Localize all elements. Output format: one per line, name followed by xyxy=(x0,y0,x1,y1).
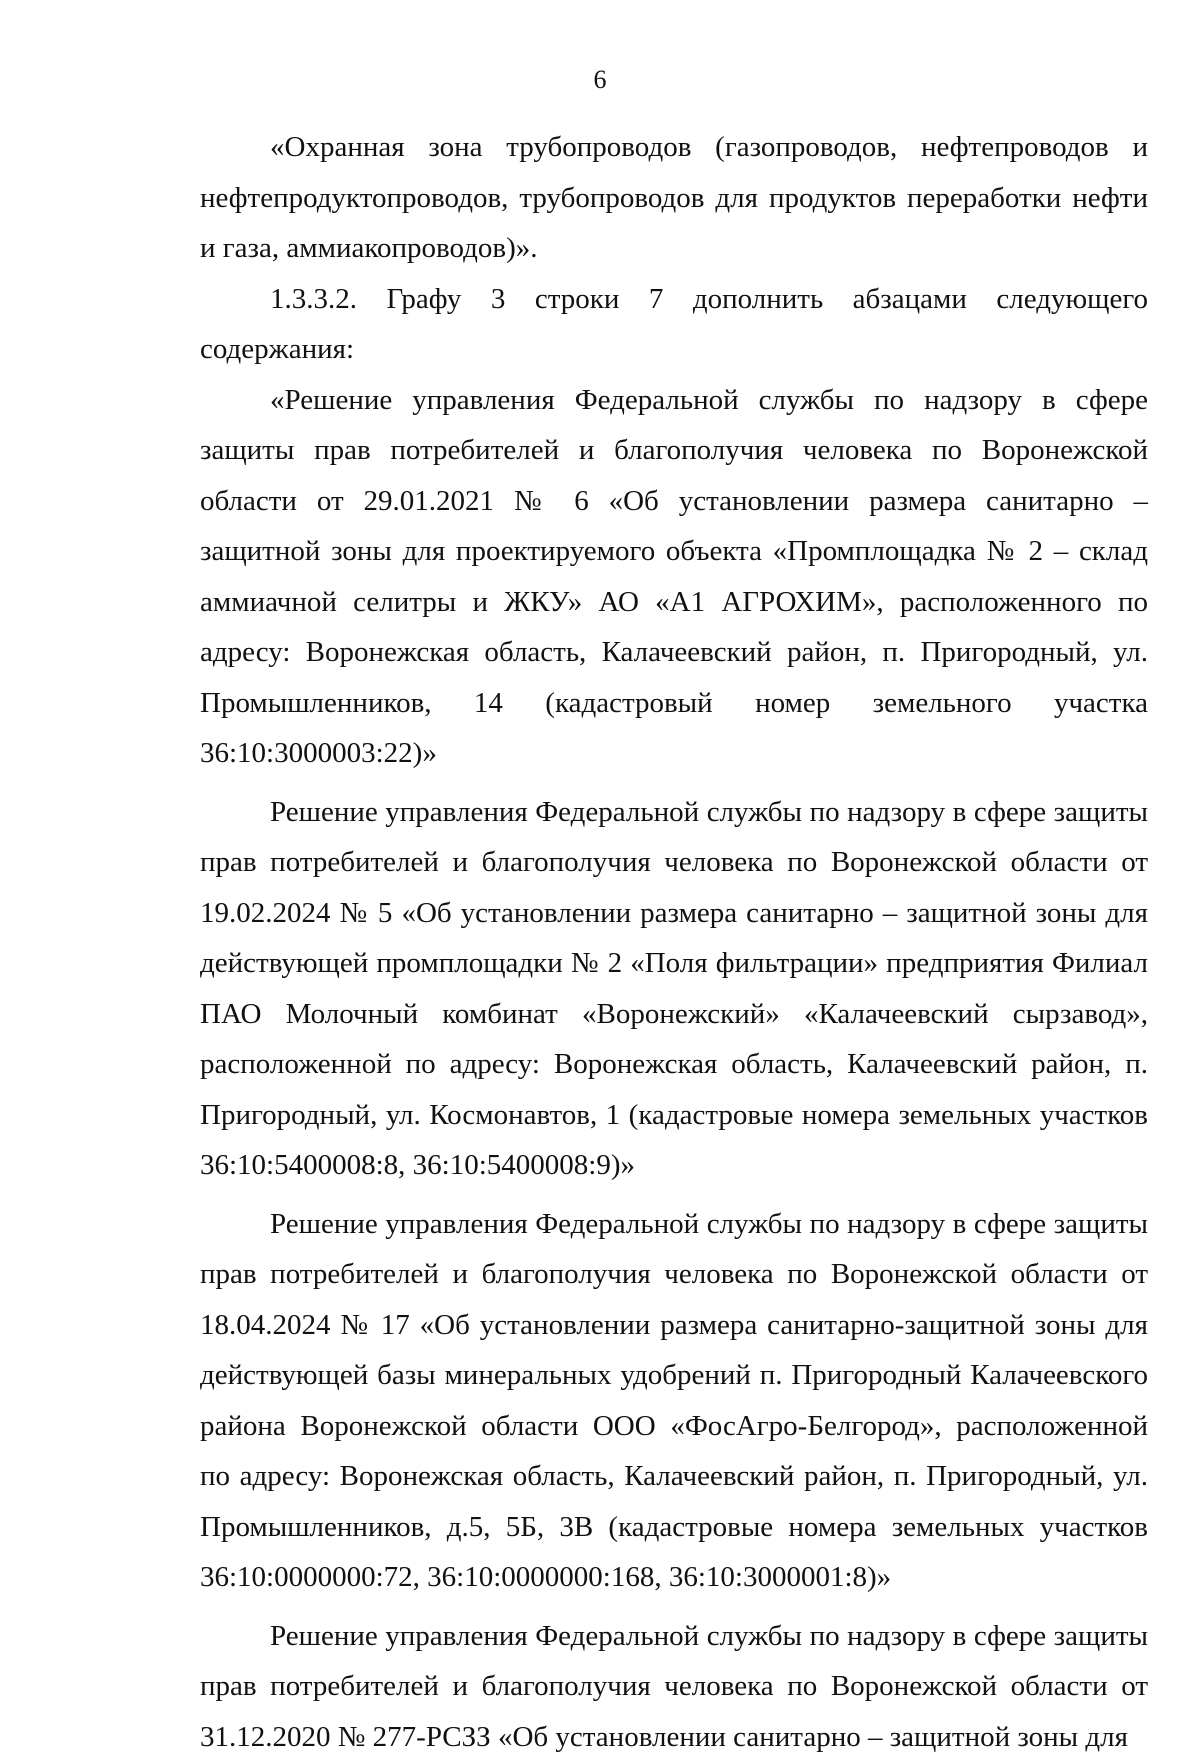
paragraph-decision-2021-6: «Решение управления Федеральной службы по надзору в сфере защиты прав потребителей и благополучия человека по Воронежской области от 29.01.2021 № 6 «Об установлении размера санитарно – защитной зоны для проектируемого объекта «Промплощадка № 2 – склад аммиачной селитры и ЖКУ» АО «А1 АГРОХИМ», расположенного по адресу: Воронежская область, Калачеевский район, п. Пригородный, ул. Промышленников, 14 (кадастровый номер земельного участка 36:10:3000003:22)» xyxy=(200,375,1148,779)
paragraph-protected-zone: «Охранная зона трубопроводов (газопроводов, нефтепроводов и нефтепродуктопроводов, трубопроводов для продуктов переработки нефти и газа, аммиакопроводов)». xyxy=(200,122,1148,274)
page-number: 6 xyxy=(0,64,1200,96)
paragraph-decision-2024-17: Решение управления Федеральной службы по надзору в сфере защиты прав потребителей и благополучия человека по Воронежской области от 18.04.2024 № 17 «Об установлении размера санитарно-защитной зоны для действующей базы минеральных удобрений п. Пригородный Калачеевского района Воронежской области ООО «ФосАгро-Белгород», расположенной по адресу: Воронежская область, Калачеевский район, п. Пригородный, ул. Промышленников, д.5, 5Б, 3В (кадастровые номера земельных участков 36:10:0000000:72, 36:10:0000000:168, 36:10:3000001:8)» xyxy=(200,1199,1148,1603)
document-body xyxy=(200,122,1148,1762)
paragraph-decision-2020-277: Решение управления Федеральной службы по надзору в сфере защиты прав потребителей и благополучия человека по Воронежской области от 31.12.2020 № 277-РСЗЗ «Об установлении санитарно – защитной зоны для xyxy=(200,1611,1148,1762)
paragraph-decision-2024-5: Решение управления Федеральной службы по надзору в сфере защиты прав потребителей и благополучия человека по Воронежской области от 19.02.2024 № 5 «Об установлении размера санитарно – защитной зоны для действующей промплощадки № 2 «Поля фильтрации» предприятия Филиал ПАО Молочный комбинат «Воронежский» «Калачеевский сырзавод», расположенной по адресу: Воронежская область, Калачеевский район, п. Пригородный, ул. Космонавтов, 1 (кадастровые номера земельных участков 36:10:5400008:8, 36:10:5400008:9)» xyxy=(200,787,1148,1191)
paragraph-amendment-instruction: 1.3.3.2. Графу 3 строки 7 дополнить абзацами следующего содержания: xyxy=(200,274,1148,375)
